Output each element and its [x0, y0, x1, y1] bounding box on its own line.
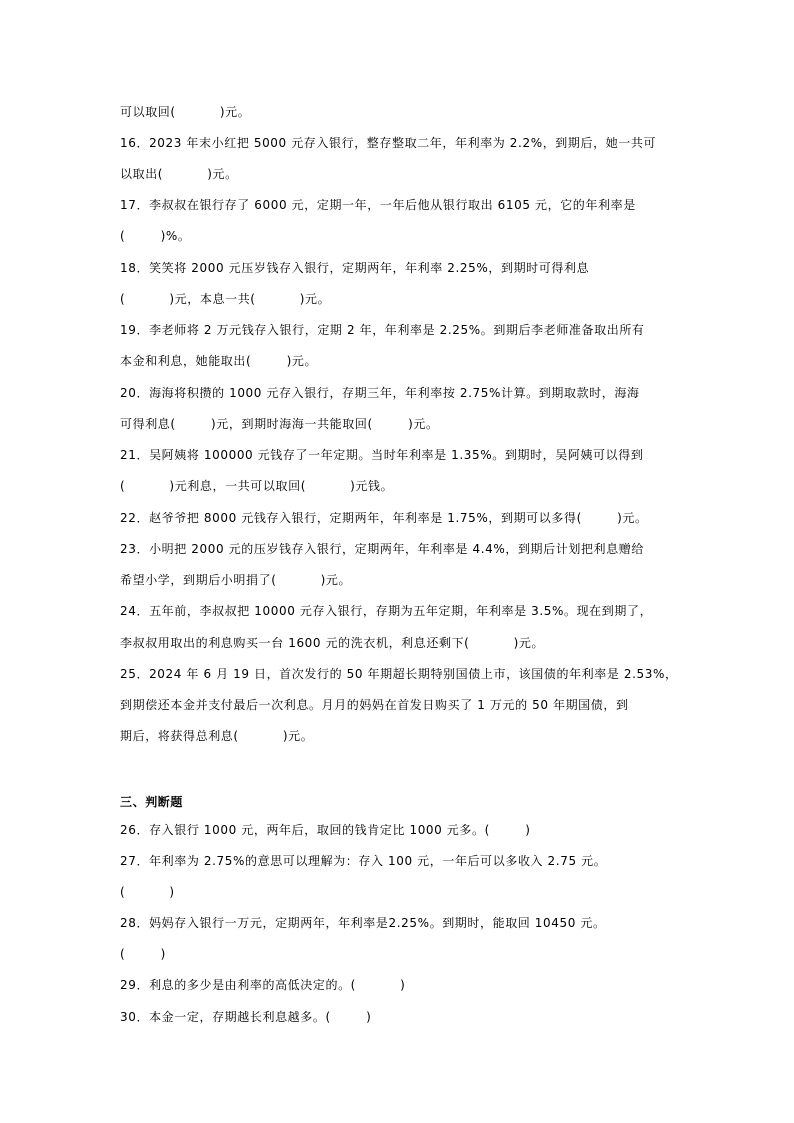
question-19-line-2: 本金和利息，她能取出( )元。: [120, 354, 318, 368]
question-24-line-1: 24．五年前，李叔叔把 10000 元存入银行，存期为五年定期，年利率是 3.5%。现在到期了，: [120, 604, 653, 618]
question-26-line-1: 26．存入银行 1000 元，两年后，取回的钱肯定比 1000 元多。( ): [120, 823, 531, 837]
question-28-line-1: 28．妈妈存入银行一万元，定期两年，年利率是2.25%。到期时，能取回 10450 元。: [120, 916, 606, 930]
question-20-line-1: 20．海海将积攒的 1000 元存入银行，存期三年，年利率按 2.75%计算。到期取款时，海海: [120, 386, 640, 400]
question-20-line-2: 可得利息( )元，到期时海海一共能取回( )元。: [120, 417, 439, 431]
question-28-line-2: ( ): [120, 947, 166, 961]
question-21-line-1: 21．吴阿姨将 100000 元钱存了一年定期。当时年利率是 1.35%。到期时，吴阿姨可以得到: [120, 448, 644, 462]
question-25-line-3: 期后，将获得总利息( )元。: [120, 729, 314, 743]
text-line: 可以取回( )元。: [120, 105, 251, 119]
question-23-line-2: 希望小学，到期后小明捐了( )元。: [120, 573, 352, 587]
question-16-line-2: 以取出( )元。: [120, 167, 238, 181]
question-27-line-1: 27．年利率为 2.75%的意思可以理解为：存入 100 元，一年后可以多收入 2.75 元。: [120, 854, 607, 868]
question-24-line-2: 李叔叔用取出的利息购买一台 1600 元的洗衣机，利息还剩下( )元。: [120, 636, 545, 650]
question-27-line-2: ( ): [120, 885, 175, 899]
question-17-line-1: 17．李叔叔在银行存了 6000 元，定期一年，一年后他从银行取出 6105 元，它的年利率是: [120, 198, 636, 212]
question-18-line-2: ( )元，本息一共( )元。: [120, 292, 331, 306]
question-21-line-2: ( )元利息，一共可以取回( )元钱。: [120, 479, 394, 493]
question-17-line-2: ( )%。: [120, 229, 191, 243]
question-25-line-2: 到期偿还本金并支付最后一次利息。月月的妈妈在首发日购买了 1 万元的 50 年期国债，到: [120, 698, 629, 712]
question-25-line-1: 25．2024 年 6 月 19 日，首次发行的 50 年期超长期特别国债上市，该国债的年利率是 2.53%，: [120, 667, 678, 681]
section-heading-judgment: 三、判断题: [120, 795, 184, 809]
question-29-line-1: 29．利息的多少是由利率的高低决定的。( ): [120, 978, 406, 992]
question-18-line-1: 18．笑笑将 2000 元压岁钱存入银行，定期两年，年利率 2.25%，到期时可得利息: [120, 261, 590, 275]
question-22-line-1: 22．赵爷爷把 8000 元钱存入银行，定期两年，年利率是 1.75%，到期可以多得( )元。: [120, 511, 648, 525]
question-23-line-1: 23．小明把 2000 元的压岁钱存入银行，定期两年，年利率是 4.4%，到期后计划把利息赠给: [120, 542, 644, 556]
question-30-line-1: 30．本金一定，存期越长利息越多。( ): [120, 1010, 372, 1024]
question-19-line-1: 19．李老师将 2 万元钱存入银行，定期 2 年，年利率是 2.25%。到期后李老师准备取出所有: [120, 323, 645, 337]
question-16-line-1: 16．2023 年末小红把 5000 元存入银行，整存整取二年，年利率为 2.2%，到期后，她一共可: [120, 136, 657, 150]
